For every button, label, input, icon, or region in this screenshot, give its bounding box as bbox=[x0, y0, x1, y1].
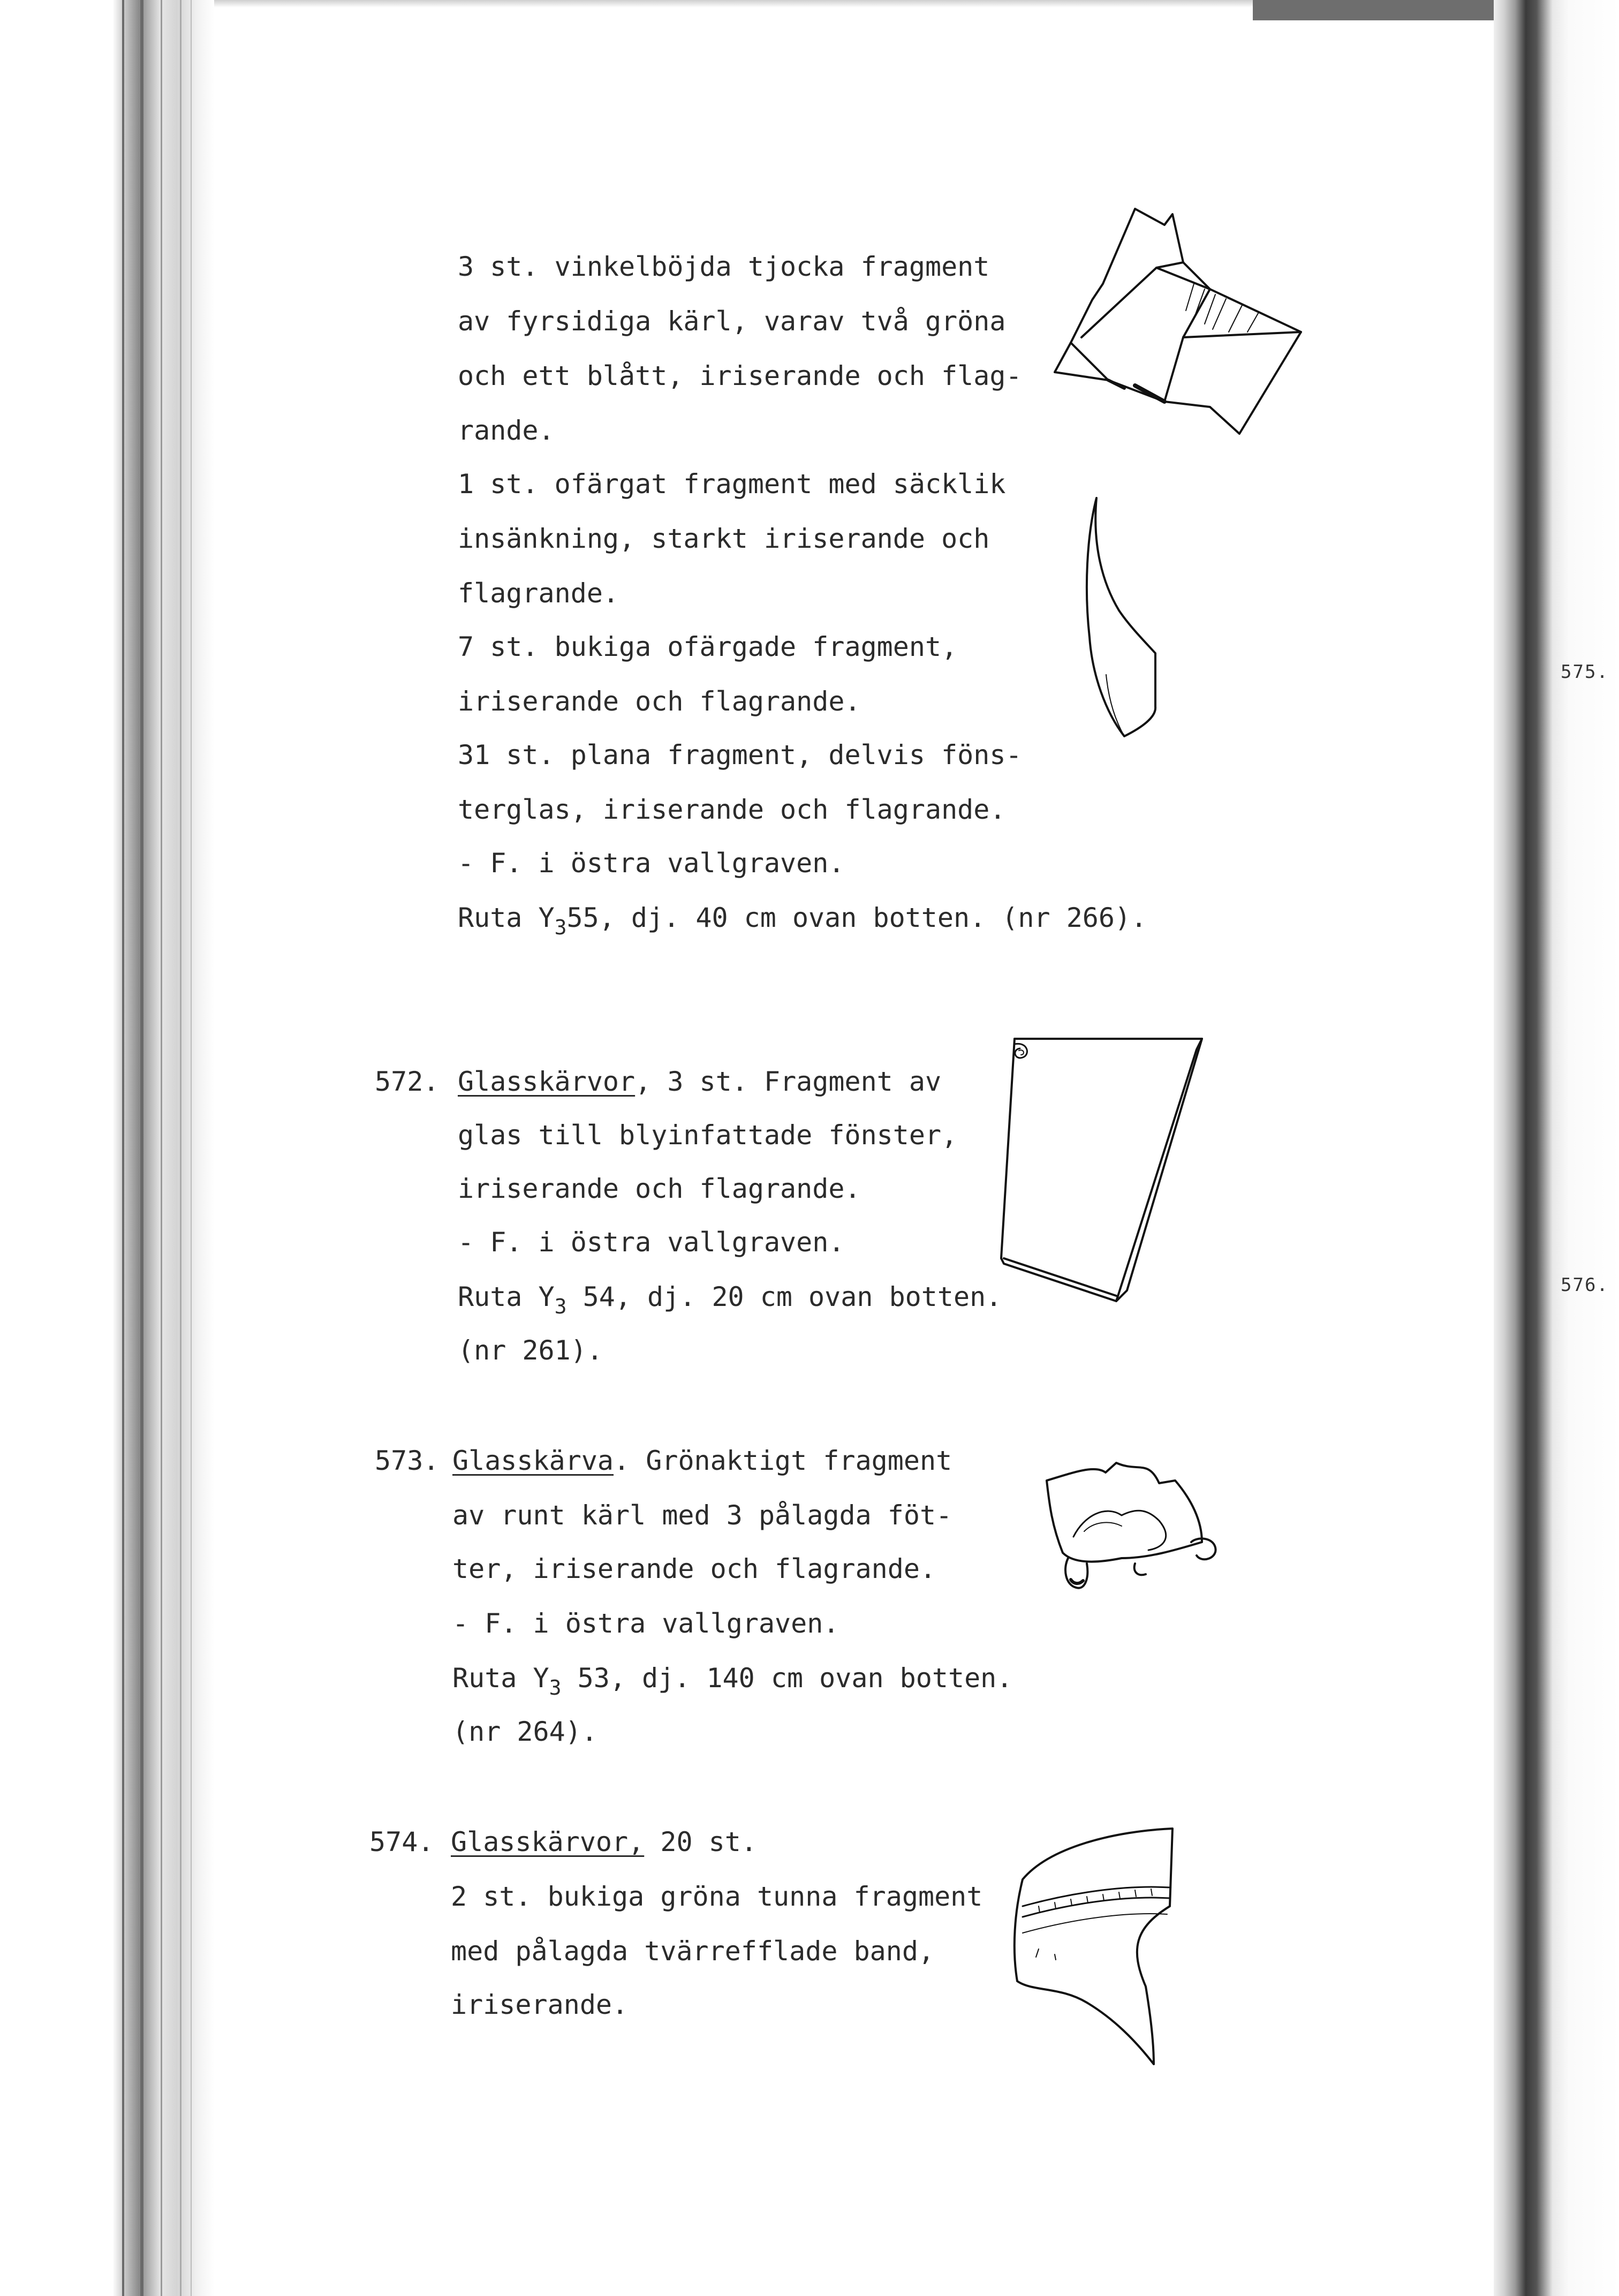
text-line: terglas, iriserande och flagrande. bbox=[458, 794, 1006, 825]
top-edge bbox=[214, 0, 1253, 7]
text-line: och ett blått, iriserande och flag- bbox=[458, 360, 1022, 391]
text-line: iriserande. bbox=[451, 1989, 629, 2020]
entry-number: 572. bbox=[375, 1066, 440, 1097]
text-line: 3 st. vinkelböjda tjocka fragment bbox=[458, 251, 990, 282]
text-line: iriserande och flagrande. bbox=[458, 686, 861, 717]
text-line: - F. i östra vallgraven. bbox=[452, 1608, 839, 1639]
entry-number: 574. bbox=[369, 1826, 434, 1857]
text-line: flagrande. bbox=[458, 578, 619, 609]
text-line: ter, iriserande och flagrande. bbox=[452, 1553, 936, 1584]
text-line: 31 st. plana fragment, delvis föns- bbox=[458, 739, 1022, 771]
sketch-curved-fragment bbox=[1071, 493, 1178, 744]
entry-heading: Glasskärvor, 20 st. bbox=[451, 1826, 757, 1857]
next-page-edge bbox=[1494, 0, 1619, 2296]
text-line: - F. i östra vallgraven. bbox=[458, 1227, 845, 1258]
text-line: - F. i östra vallgraven. bbox=[458, 848, 845, 879]
nr-line: (nr 261). bbox=[458, 1335, 603, 1366]
text-line: glas till blyinfattade fönster, bbox=[458, 1120, 958, 1151]
text-line: med pålagda tvärrefflade band, bbox=[451, 1936, 935, 1967]
entry-title: Glasskärvor bbox=[458, 1066, 636, 1097]
text-line: av runt kärl med 3 pålagda föt- bbox=[452, 1500, 952, 1531]
ruta-line: Ruta $Y_355$, dj. 40 cm ovan botten. (nr 266). bbox=[458, 902, 1147, 939]
entry-heading: Glasskärvor, 3 st. Fragment av bbox=[458, 1066, 942, 1097]
text-line: insänkning, starkt iriserande och bbox=[458, 523, 990, 554]
book-spine-shadow bbox=[0, 0, 214, 2296]
text-line: 1 st. ofärgat fragment med säcklik bbox=[458, 469, 1006, 500]
text-line: iriserande och flagrande. bbox=[458, 1173, 861, 1204]
sketch-ribbed-band-fragment bbox=[1007, 1826, 1183, 2072]
entry-heading: Glasskärva. Grönaktigt fragment bbox=[452, 1445, 952, 1476]
ruta-line: Ruta $Y_3$ 54, dj. 20 cm ovan botten. bbox=[458, 1281, 1002, 1318]
text-line: 2 st. bukiga gröna tunna fragment bbox=[451, 1881, 983, 1912]
entry-title: Glasskärva bbox=[452, 1445, 614, 1476]
sketch-window-glass bbox=[998, 1033, 1207, 1312]
text-line: av fyrsidiga kärl, varav två gröna bbox=[458, 306, 1006, 337]
text-line: 7 st. bukiga ofärgade fragment, bbox=[458, 631, 958, 662]
entry-number: 573. bbox=[375, 1445, 440, 1476]
nr-line: (nr 264). bbox=[452, 1716, 597, 1747]
ruta-line: Ruta $Y_3$ 53, dj. 140 cm ovan botten. bbox=[452, 1663, 1013, 1700]
entry-title: Glasskärvor, bbox=[451, 1826, 645, 1857]
sketch-angled-fragment bbox=[1049, 203, 1306, 439]
next-page-number-576: 576. bbox=[1561, 1274, 1609, 1296]
next-page-number-575: 575. bbox=[1561, 661, 1609, 683]
sketch-footed-vessel bbox=[1041, 1456, 1250, 1617]
text-line: rande. bbox=[458, 415, 555, 446]
